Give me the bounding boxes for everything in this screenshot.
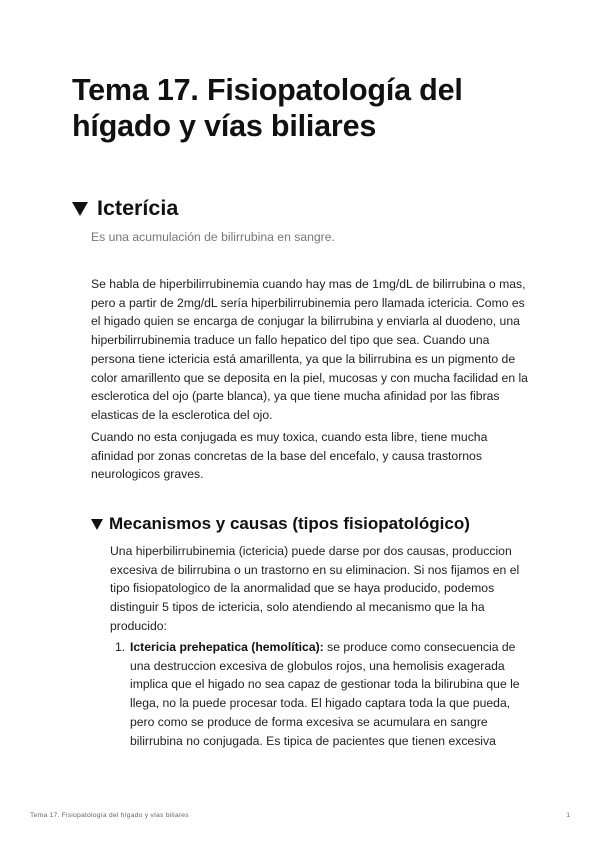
section-heading: Icterícia [97,196,179,220]
list-item-number: 1. [115,640,126,654]
list-item-term: Ictericia prehepatica (hemolítica): [130,640,324,654]
triangle-down-icon[interactable] [72,202,88,216]
subsection-toggle-mecanismos[interactable] [91,514,470,534]
paragraph-causas: Una hiperbilirrubinemia (ictericia) puede darse por dos causas, produccion excesiva de bilirrubina o un trastorno en su eliminacion. Si nos fijamos en el tipo fisiopatologico de la anormalidad que se haya producido, podemos distinguir 5 tipos de ictericia, solo atendiendo al mecanismo que la ha producido: [110,544,520,633]
list-item [110,638,520,750]
triangle-down-icon[interactable] [91,519,103,530]
page-footer: Tema 17. Fisiopatología del hígado y vías biliares [30,812,189,819]
page-title: Tema 17. Fisiopatología del hígado y vías biliares [72,73,463,143]
subsection-heading: Mecanismos y causas (tipos fisiopatológico) [109,514,470,533]
paragraph-toxicidad: Cuando no esta conjugada es muy toxica, cuando esta libre, tiene mucha afinidad por zonas concretas de la base del encefalo, y causa trastornos neurologicos graves. [91,430,488,482]
section-toggle-ictericia[interactable] [72,196,178,221]
numbered-list [110,638,520,750]
list-item-text: se produce como consecuencia de una destruccion excesiva de globulos rojos, una hemolisis exagerada implica que el higado no sea capaz de gestionar toda la bilirubina que le llega, no la puede procesar toda. El higado captara toda la que pueda, pero como se produce de forma excesiva se acumulara en sangre bilirrubina no conjugada. Es tipica de pacientes que tienen excesiva [130,640,520,748]
section-subtitle: Es una acumulación de bilirrubina en sangre. [91,230,335,244]
page-number: 1 [566,812,570,819]
paragraph-hiperbilirrubinemia: Se habla de hiperbilirrubinemia cuando hay mas de 1mg/dL de bilirrubina o mas, pero a partir de 2mg/dL sería hiperbilirrubinemia pero llamada ictericia. Como es el higado quien se encarga de conjugar la bilirrubina y enviarla al duodeno, una hiperbilirrubinemia traduce un fallo hepatico del tipo que sea. Cuando una persona tiene ictericia está amarillenta, ya que la bilirrubina es un pigmento de color amarillento que se deposita en la piel, mucosas y con mucha facilidad en la esclerotica del ojo (parte blanca), ya que tiene mucha afinidad por las fibras elasticas de la esclerotica del ojo. [91,277,528,422]
